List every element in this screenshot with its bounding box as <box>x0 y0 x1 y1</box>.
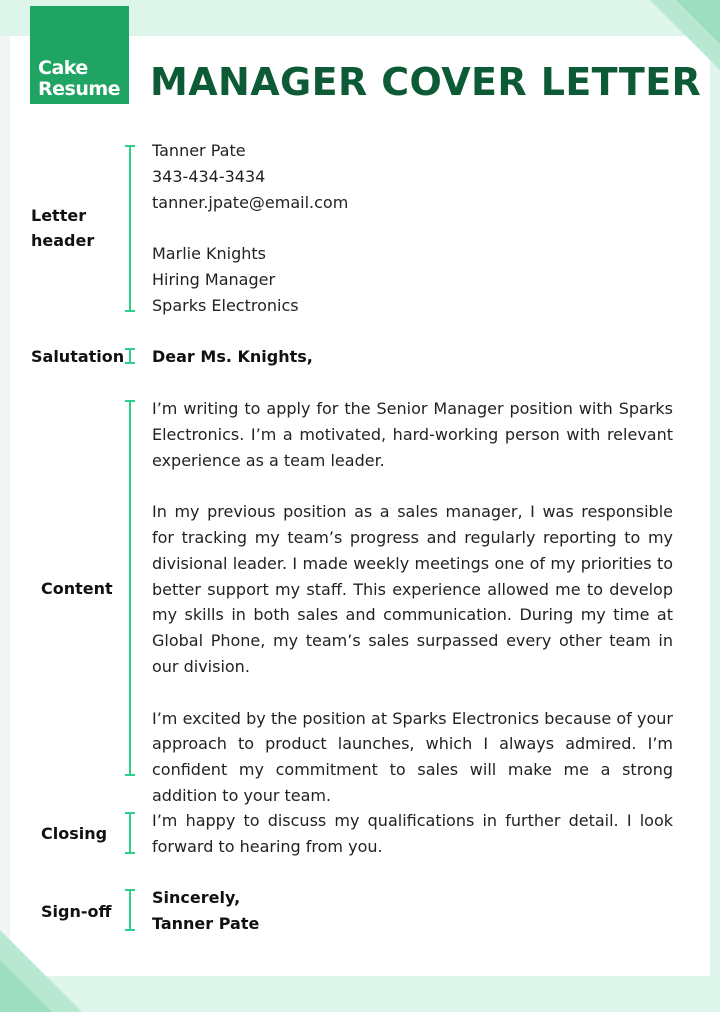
sender-name: Tanner Pate <box>152 141 246 160</box>
sender-phone: 343-434-3434 <box>152 166 266 186</box>
letter-header-label-line2: header <box>31 231 95 250</box>
signoff-block <box>152 885 673 937</box>
content-paragraph-1: I’m writing to apply for the Senior Manager position with Sparks Electronics. I’m a motivated, hard-working person with relevant experience as a team leader. <box>152 399 673 470</box>
recipient-title: Hiring Manager <box>152 269 276 289</box>
sender-email: tanner.jpate@email.com <box>152 192 349 212</box>
logo-line-2: Resume <box>38 78 121 100</box>
content-label: Content <box>41 579 113 598</box>
letter-header-label-line1: Letter <box>31 206 87 225</box>
content-block <box>152 396 673 809</box>
cakeresume-logo <box>30 6 129 104</box>
recipient-company: Sparks Electronics <box>152 295 299 315</box>
letter-header-bracket <box>127 145 133 312</box>
logo-line-1: Cake <box>38 57 88 79</box>
content-paragraph-3: I’m excited by the position at Sparks Electronics because of your approach to product launches, which I always admired. I’m confident my commitment to sales will make me a strong addition to your team. <box>152 708 673 805</box>
letter-header-label <box>31 203 141 253</box>
content-paragraph-2: In my previous position as a sales manager, I was responsible for tracking my team’s progress and regularly reporting to my divisional leader. I made weekly meetings one of my priorities to better support my staff. This experience allowed me to develop my skills in both sales and communication. During my time at Global Phone, my team’s sales surpassed every other team in our division. <box>152 502 673 676</box>
salutation-label: Salutation <box>31 347 125 366</box>
bottom-decor-band <box>0 976 720 1012</box>
salutation-bracket <box>127 348 133 364</box>
letter-header-block <box>152 138 673 319</box>
page-title: MANAGER COVER LETTER <box>150 60 702 104</box>
left-margin-band <box>0 0 10 1012</box>
content-bracket <box>127 400 133 776</box>
closing-text: I’m happy to discuss my qualifications in further detail. I look forward to hearing from you. <box>152 811 673 856</box>
recipient-name: Marlie Knights <box>152 244 266 264</box>
top-right-corner-decor-inner <box>676 0 720 44</box>
signoff-label: Sign-off <box>41 902 112 921</box>
right-decor-band <box>710 0 720 1012</box>
signoff-line-1: Sincerely, <box>152 888 241 907</box>
salutation-text: Dear Ms. Knights, <box>152 347 313 366</box>
closing-block <box>152 808 673 860</box>
signoff-line-2: Tanner Pate <box>152 913 260 933</box>
closing-bracket <box>127 812 133 854</box>
closing-label: Closing <box>41 824 108 843</box>
signoff-bracket <box>127 889 133 931</box>
bottom-left-corner-decor-inner <box>0 960 52 1012</box>
